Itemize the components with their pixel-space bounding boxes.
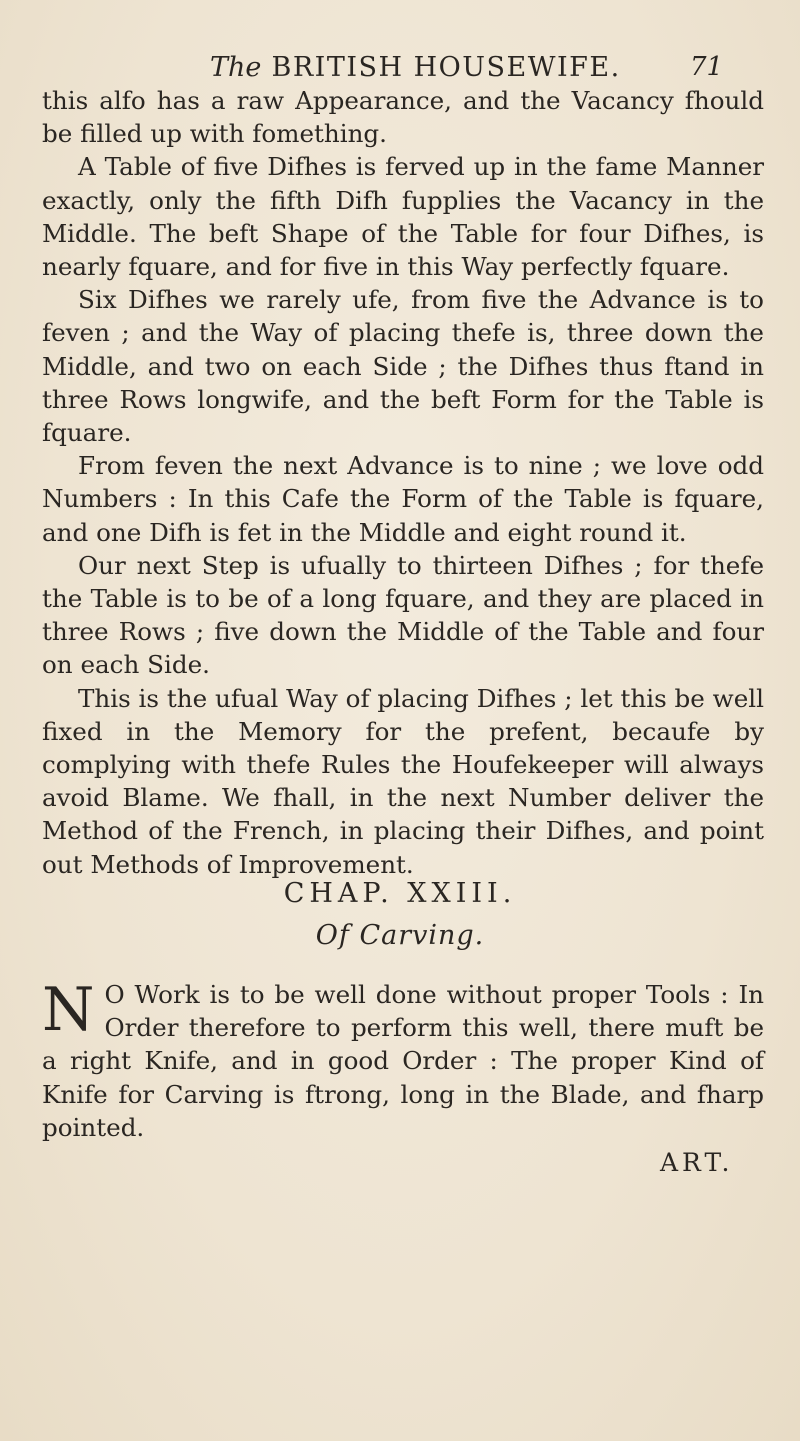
body-text xyxy=(42,84,764,881)
chapter-text xyxy=(42,975,764,1144)
running-title-main: BRITISH HOUSEWIFE. xyxy=(271,52,621,83)
running-title-prefix: The xyxy=(210,52,262,83)
catchword: ART. xyxy=(660,1148,734,1177)
chapter-title: Of Carving. xyxy=(315,920,485,951)
paragraph: Six Difhes we rarely ufe, from five the Advance is to feven ; and the Way of placing thefe is, three down the Middle, and two on each Side ; the Difhes thus ftand in three Rows longwife, and the beft Form for the Table is fquare. xyxy=(42,285,764,448)
paragraph: This is the ufual Way of placing Difhes ; let this be well fixed in the Memory for the prefent, becaufe by complying with thefe Rules the Houfekeeper will always avoid Blame. We fhall, in the next Number deliver the Method of the French, in placing their Difhes, and point out Methods of Improvement. xyxy=(42,683,764,879)
drop-cap: N xyxy=(42,975,95,1045)
paragraph: Our next Step is ufually to thirteen Difhes ; for thefe the Table is to be of a long fquare, and they are placed in three Rows ; five down the Middle of the Table and four on each Side. xyxy=(42,550,764,680)
paragraph: A Table of five Difhes is ferved up in the fame Manner exactly, only the fifth Difh fupplies the Vacancy in the Middle. The beft Shape of the Table for four Difhes, is nearly fquare, and for five in this Way perfectly fquare. xyxy=(42,152,764,282)
chapter-paragraph: O Work is to be well done without proper Tools : In Order therefore to perform this well, there muft be a right Knife, and in good Order : The proper Kind of Knife for Carving is ftrong, long in the Blade, and fharp pointed. xyxy=(42,980,764,1142)
page-number: 71 xyxy=(690,52,724,82)
running-title xyxy=(210,52,621,83)
chapter-heading: CHAP. XXIII. xyxy=(283,878,517,909)
paragraph-continuation: this alfo has a raw Appearance, and the Vacancy fhould be filled up with fomething. xyxy=(42,86,764,149)
paragraph: From feven the next Advance is to nine ; we love odd Numbers : In this Cafe the Form of the Table is fquare, and one Difh is fet in the Middle and eight round it. xyxy=(42,451,764,547)
